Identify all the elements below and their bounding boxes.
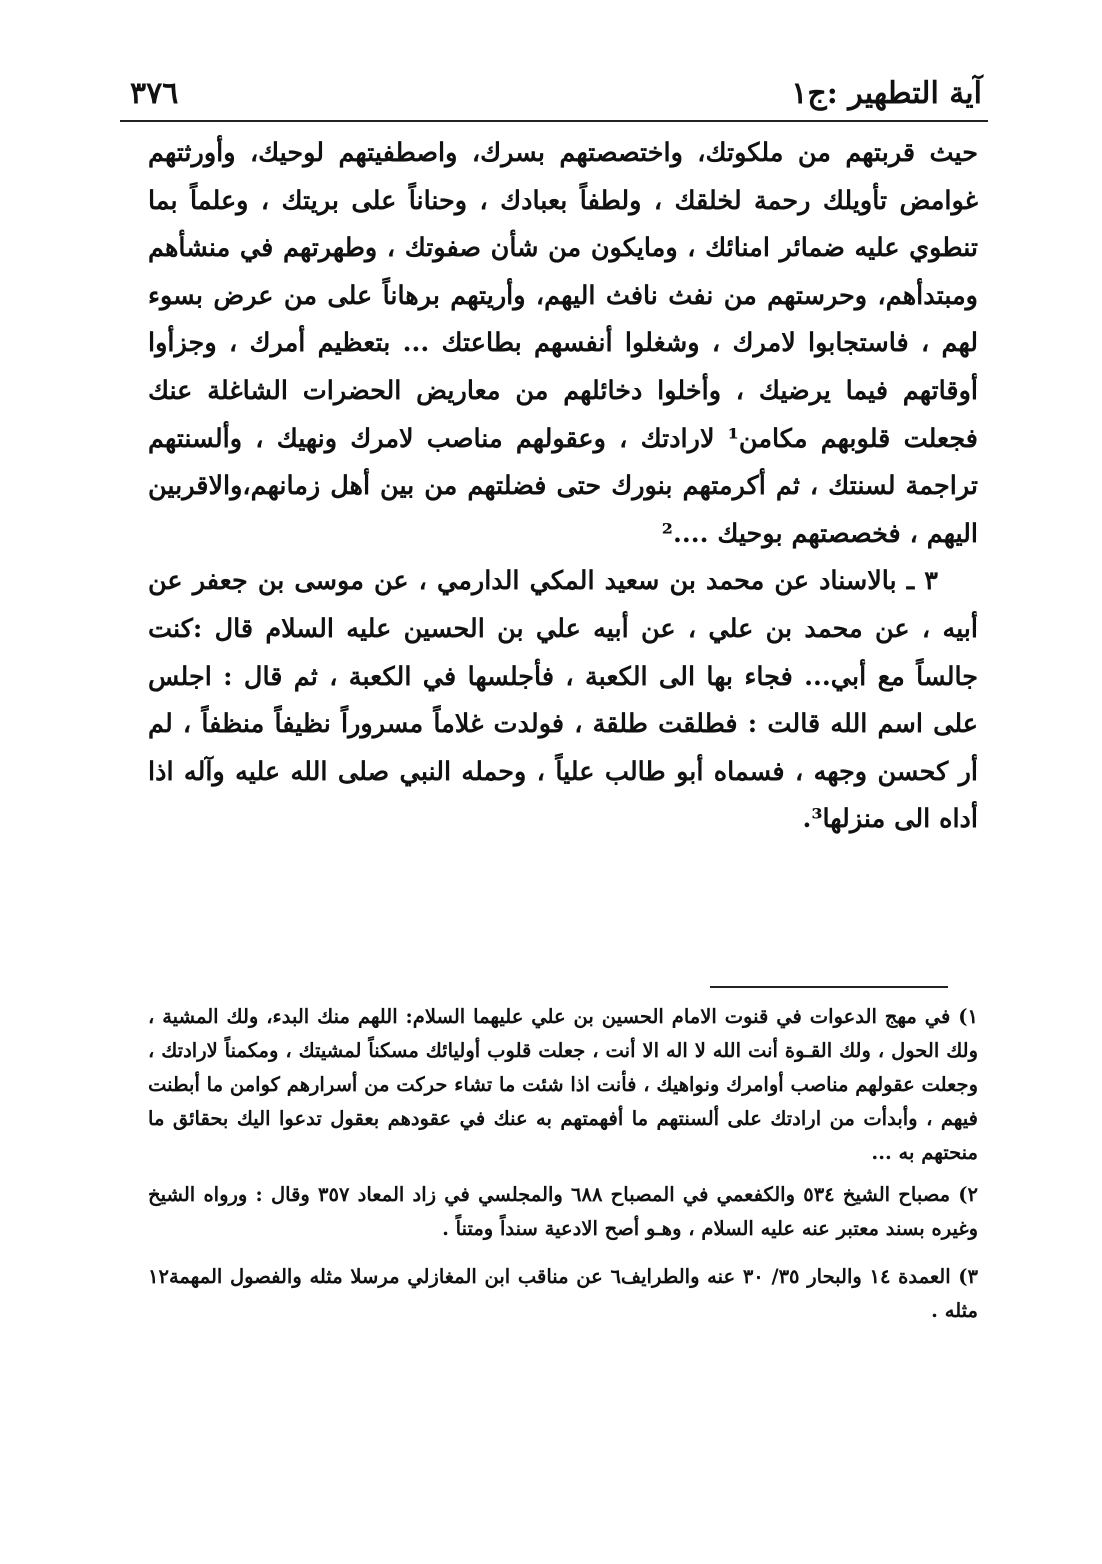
header-divider xyxy=(120,120,988,122)
page-number: ٣٧٦ xyxy=(130,76,179,111)
paragraph-continuation: حيث قربتهم من ملكوتك، واختصصتهم بسرك، واصطفيتهم لوحيك، وأورثتهم غوامض تأويلك رحمة لخلقك ، ولطفاً بعبادك ، وحناناً على بريتك ، وعلماً بما تنطوي عليه ضمائر امنائك ، ومايكون من شأن صفوتك ، وطهرتهم في منشأهم ومبتدأهم، وحرستهم من نفث نافث اليهم، وأريتهم برهاناً على من عرض بسوء لهم ، فاستجابوا لامرك ، وشغلوا أنفسهم بطاعتك ... بتعظيم أمرك ، وجزأوا أوقاتهم فيما يرضيك ، وأخلوا دخائلهم من معاريض الحضرات الشاغلة عنك فجعلت قلوبهم مكامن¹ لارادتك ، وعقولهم مناصب لامرك ونهيك ، وألسنتهم تراجمة لسنتك ، ثم أكرمتهم بنورك حتى فضلتهم من بين أهل زمانهم،والاقربين اليهم ، فخصصتهم بوحيك ....² xyxy=(148,138,978,549)
running-title: آية التطهير :ج١ xyxy=(791,76,982,111)
paragraph-hadith-3: ٣ ـ بالاسناد عن محمد بن سعيد المكي الدارمي ، عن موسى بن جعفر عن أبيه ، عن محمد بن علي ، عن أبيه علي بن الحسين عليه السلام قال :كنت جالساً مع أبي... فجاء بها الى الكعبة ، فأجلسها في الكعبة ، ثم قال : اجلس على اسم الله قالت : فطلقت طلقة ، فولدت غلاماً مسروراً نظيفاً منظفاً ، لم أر كحسن وجهه ، فسماه أبو طالب علياً ، وحمله النبي صلى الله عليه وآله اذا أداه الى منزلها³. xyxy=(148,566,978,835)
main-text xyxy=(148,130,978,844)
footnote-divider xyxy=(710,986,948,988)
page-header xyxy=(130,70,982,120)
footnote-1: ١) في مهج الدعوات في قنوت الامام الحسين بن علي عليهما السلام: اللهم منك البدء، ولك المشية ، ولك الحول ، ولك القـوة أنت الله لا اله الا أنت ، جعلت قلوب أوليائك مسكناً لمشيتك ، ومكمناً لارادتك ، وجعلت عقولهم مناصب أوامرك ونواهيك ، فأنت اذا شئت ما تشاء حركت من أسرارهم كوامن ما أبطنت فيهم ، وأبدأت من ارادتك على ألسنتهم ما أفهمتهم به عنك في عقودهم بعقول تدعوا اليك بحقائق ما منحتهم به ... xyxy=(148,1005,978,1164)
footnotes xyxy=(148,1000,978,1336)
footnote-3: ٣) العمدة ١٤ والبحار ٣٥/ ٣٠ عنه والطرايف٦ عن مناقب ابن المغازلي مرسلا مثله والفصول المهمة١٢ مثله . xyxy=(148,1265,979,1322)
footnote-2: ٢) مصباح الشيخ ٥٣٤ والكفعمي في المصباح ٦٨٨ والمجلسي في زاد المعاد ٣٥٧ وقال : ورواه الشيخ وغيره بسند معتبر عنه عليه السلام ، وهـو أصح الادعية سنداً ومتناً . xyxy=(148,1183,978,1240)
